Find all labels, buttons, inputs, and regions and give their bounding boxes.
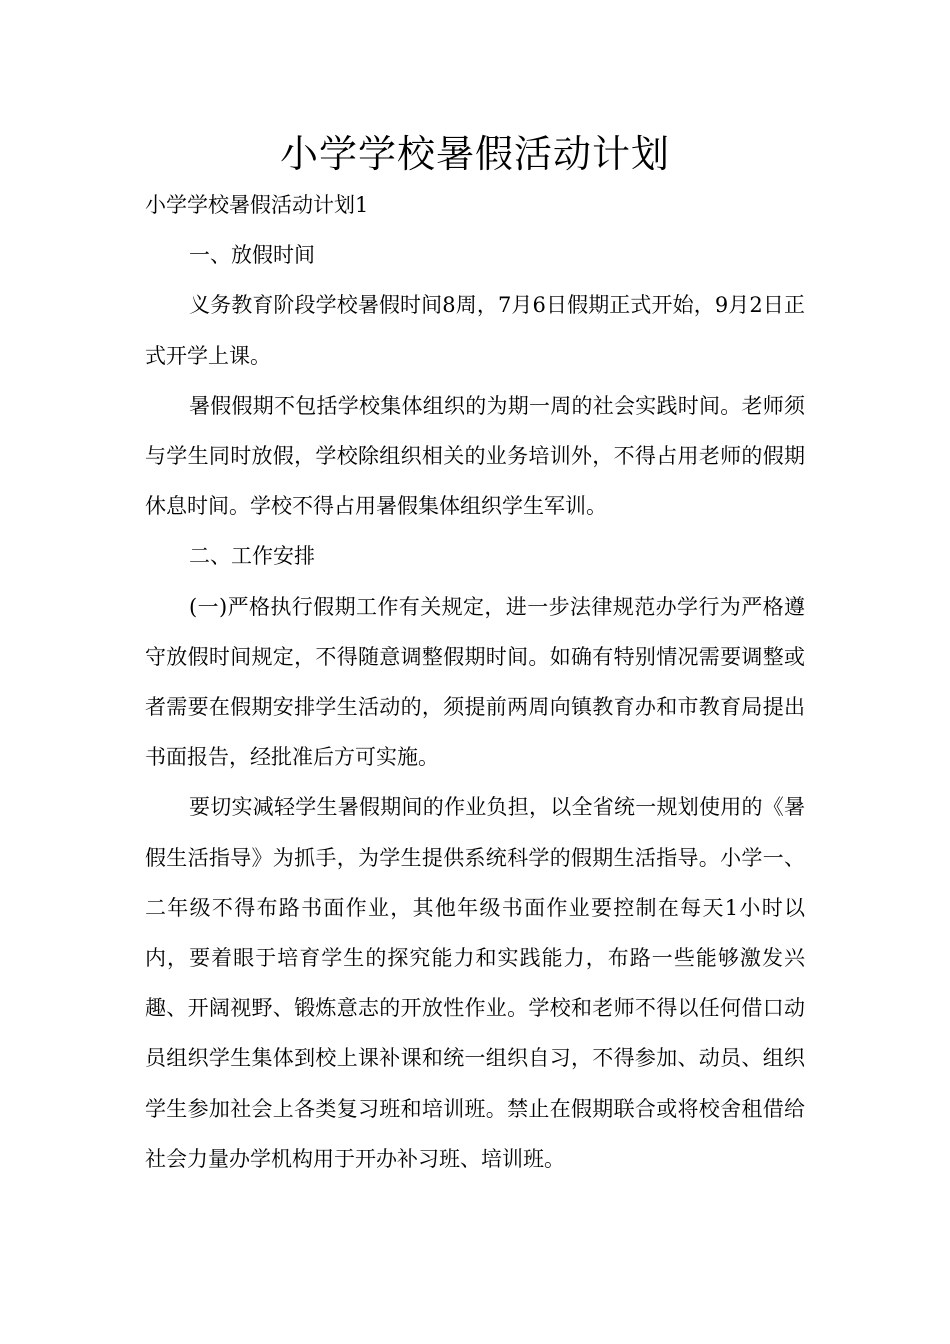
paragraph: 义务教育阶段学校暑假时间8周，7月6日假期正式开始，9月2日正式开学上课。: [145, 293, 805, 368]
document-title: 小学学校暑假活动计划: [279, 132, 670, 176]
document-body: [145, 180, 805, 1184]
paragraph: 要切实减轻学生暑假期间的作业负担，以全省统一规划使用的《暑假生活指导》为抓手，为学生提供系统科学的假期生活指导。小学一、二年级不得布路书面作业，其他年级书面作业要控制在每天1小时以内，要着眼于培育学生的探究能力和实践能力，布路一些能够激发兴趣、开阔视野、锻炼意志的开放性作业。学校和老师不得以任何借口动员组织学生集体到校上课补课和统一组织自习，不得参加、动员、组织学生参加社会上各类复习班和培训班。禁止在假期联合或将校舍租借给社会力量办学机构用于开办补习班、培训班。: [145, 795, 805, 1171]
section-heading: 二、工作安排: [189, 544, 315, 569]
paragraph: (一)严格执行假期工作有关规定，进一步法律规范办学行为严格遵守放假时间规定，不得随意调整假期时间。如确有特别情况需要调整或者需要在假期安排学生活动的，须提前两周向镇教育办和市教育局提出书面报告，经批准后方可实施。: [145, 594, 805, 770]
document-subtitle: 小学学校暑假活动计划1: [145, 193, 369, 217]
paragraph: 暑假假期不包括学校集体组织的为期一周的社会实践时间。老师须与学生同时放假，学校除组织相关的业务培训外，不得占用老师的假期休息时间。学校不得占用暑假集体组织学生军训。: [145, 393, 805, 519]
section-heading: 一、放假时间: [189, 243, 315, 268]
